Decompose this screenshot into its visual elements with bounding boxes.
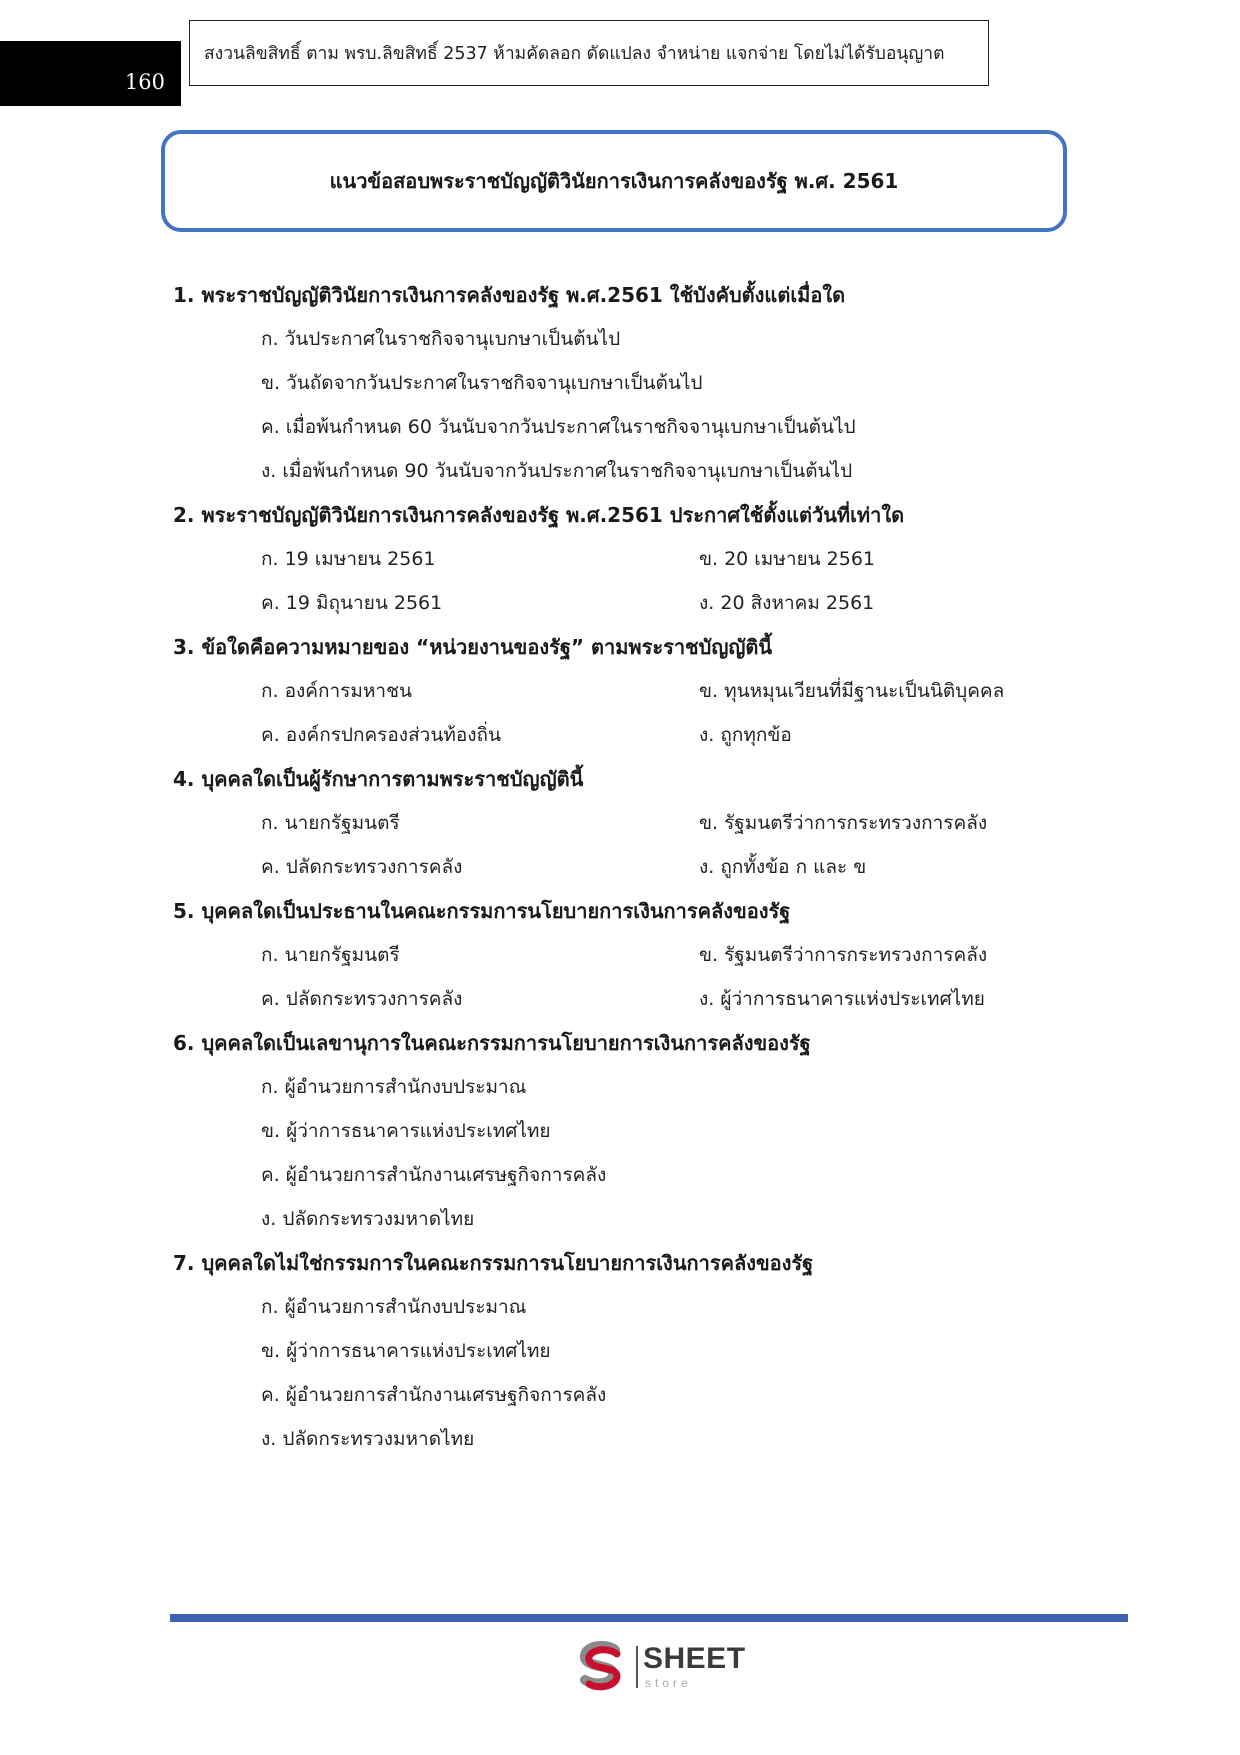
- logo-wordmark: SHEET: [643, 1642, 746, 1675]
- choice-item: ก. ผู้อำนวยการสำนักงบประมาณ: [261, 1296, 527, 1318]
- choice-item: ง. ผู้ว่าการธนาคารแห่งประเทศไทย: [699, 988, 985, 1010]
- choice-item: ก. องค์การมหาชน: [261, 680, 412, 702]
- sheet-store-s-icon: [575, 1640, 629, 1694]
- choice-list: [173, 933, 1073, 1021]
- choice-item: ก. นายกรัฐมนตรี: [261, 944, 400, 966]
- choice-list: [173, 537, 1073, 625]
- page-number: 160: [124, 70, 165, 94]
- question-text: 3. ข้อใดคือความหมายของ “หน่วยงานของรัฐ” ตามพระราชบัญญัตินี้: [173, 635, 773, 659]
- choice-item: ก. 19 เมษายน 2561: [261, 548, 436, 570]
- choice-item: ก. วันประกาศในราชกิจจานุเบกษาเป็นต้นไป: [261, 328, 621, 350]
- choice-item: ค. ปลัดกระทรวงการคลัง: [261, 988, 463, 1010]
- question-1: [173, 273, 1073, 493]
- question-text: 6. บุคคลใดเป็นเลขานุการในคณะกรรมการนโยบายการเงินการคลังของรัฐ: [173, 1031, 811, 1055]
- choice-item: ข. ผู้ว่าการธนาคารแห่งประเทศไทย: [261, 1340, 551, 1362]
- choice-item: ข. 20 เมษายน 2561: [699, 548, 876, 570]
- choice-item: ข. ทุนหมุนเวียนที่มีฐานะเป็นนิติบุคคล: [699, 680, 1005, 702]
- question-3: [173, 625, 1073, 757]
- question-text: 1. พระราชบัญญัติวินัยการเงินการคลังของรัฐ พ.ศ.2561 ใช้บังคับตั้งแต่เมื่อใด: [173, 283, 846, 307]
- page-number-box: [0, 41, 181, 106]
- choice-item: ค. ผู้อำนวยการสำนักงานเศรษฐกิจการคลัง: [261, 1384, 607, 1406]
- choice-list: [173, 1285, 1073, 1461]
- choice-item: ง. 20 สิงหาคม 2561: [699, 592, 875, 614]
- question-5: [173, 889, 1073, 1021]
- logo-subtext: store: [645, 1676, 692, 1690]
- choice-list: [173, 1065, 1073, 1241]
- choice-item: ค. ปลัดกระทรวงการคลัง: [261, 856, 463, 878]
- copyright-notice: สงวนลิขสิทธิ์ ตาม พรบ.ลิขสิทธิ์ 2537 ห้ามคัดลอก ดัดแปลง จำหน่าย แจกจ่าย โดยไม่ได้รับอนุญาต: [189, 20, 989, 86]
- sheet-store-logo: [575, 1640, 755, 1694]
- choice-item: ข. ผู้ว่าการธนาคารแห่งประเทศไทย: [261, 1120, 551, 1142]
- logo-divider: [636, 1646, 638, 1688]
- choice-item: ค. 19 มิถุนายน 2561: [261, 592, 443, 614]
- choice-item: ง. ปลัดกระทรวงมหาดไทย: [261, 1428, 475, 1450]
- choice-item: ง. ถูกทั้งข้อ ก และ ข: [699, 856, 867, 878]
- question-text: 2. พระราชบัญญัติวินัยการเงินการคลังของรัฐ พ.ศ.2561 ประกาศใช้ตั้งแต่วันที่เท่าใด: [173, 503, 905, 527]
- title-box: [161, 130, 1067, 232]
- choice-item: ข. วันถัดจากวันประกาศในราชกิจจานุเบกษาเป็นต้นไป: [261, 372, 703, 394]
- choice-item: ข. รัฐมนตรีว่าการกระทรวงการคลัง: [699, 944, 988, 966]
- choice-item: ค. องค์กรปกครองส่วนท้องถิ่น: [261, 724, 502, 746]
- choice-list: [173, 801, 1073, 889]
- question-6: [173, 1021, 1073, 1241]
- choice-item: ก. นายกรัฐมนตรี: [261, 812, 400, 834]
- page-title: แนวข้อสอบพระราชบัญญัติวินัยการเงินการคลังของรัฐ พ.ศ. 2561: [329, 169, 899, 193]
- question-text: 4. บุคคลใดเป็นผู้รักษาการตามพระราชบัญญัตินี้: [173, 767, 584, 791]
- footer-divider: [170, 1614, 1128, 1622]
- choice-list: [173, 669, 1073, 757]
- choice-item: ง. เมื่อพ้นกำหนด 90 วันนับจากวันประกาศในราชกิจจานุเบกษาเป็นต้นไป: [261, 460, 853, 482]
- choice-item: ข. รัฐมนตรีว่าการกระทรวงการคลัง: [699, 812, 988, 834]
- question-list: [173, 273, 1073, 1461]
- question-4: [173, 757, 1073, 889]
- choice-item: ก. ผู้อำนวยการสำนักงบประมาณ: [261, 1076, 527, 1098]
- question-2: [173, 493, 1073, 625]
- choice-list: [173, 317, 1073, 493]
- question-7: [173, 1241, 1073, 1461]
- choice-item: ง. ถูกทุกข้อ: [699, 724, 792, 746]
- question-text: 7. บุคคลใดไม่ใช่กรรมการในคณะกรรมการนโยบายการเงินการคลังของรัฐ: [173, 1251, 814, 1275]
- choice-item: ค. เมื่อพ้นกำหนด 60 วันนับจากวันประกาศในราชกิจจานุเบกษาเป็นต้นไป: [261, 416, 856, 438]
- question-text: 5. บุคคลใดเป็นประธานในคณะกรรมการนโยบายการเงินการคลังของรัฐ: [173, 899, 791, 923]
- choice-item: ง. ปลัดกระทรวงมหาดไทย: [261, 1208, 475, 1230]
- choice-item: ค. ผู้อำนวยการสำนักงานเศรษฐกิจการคลัง: [261, 1164, 607, 1186]
